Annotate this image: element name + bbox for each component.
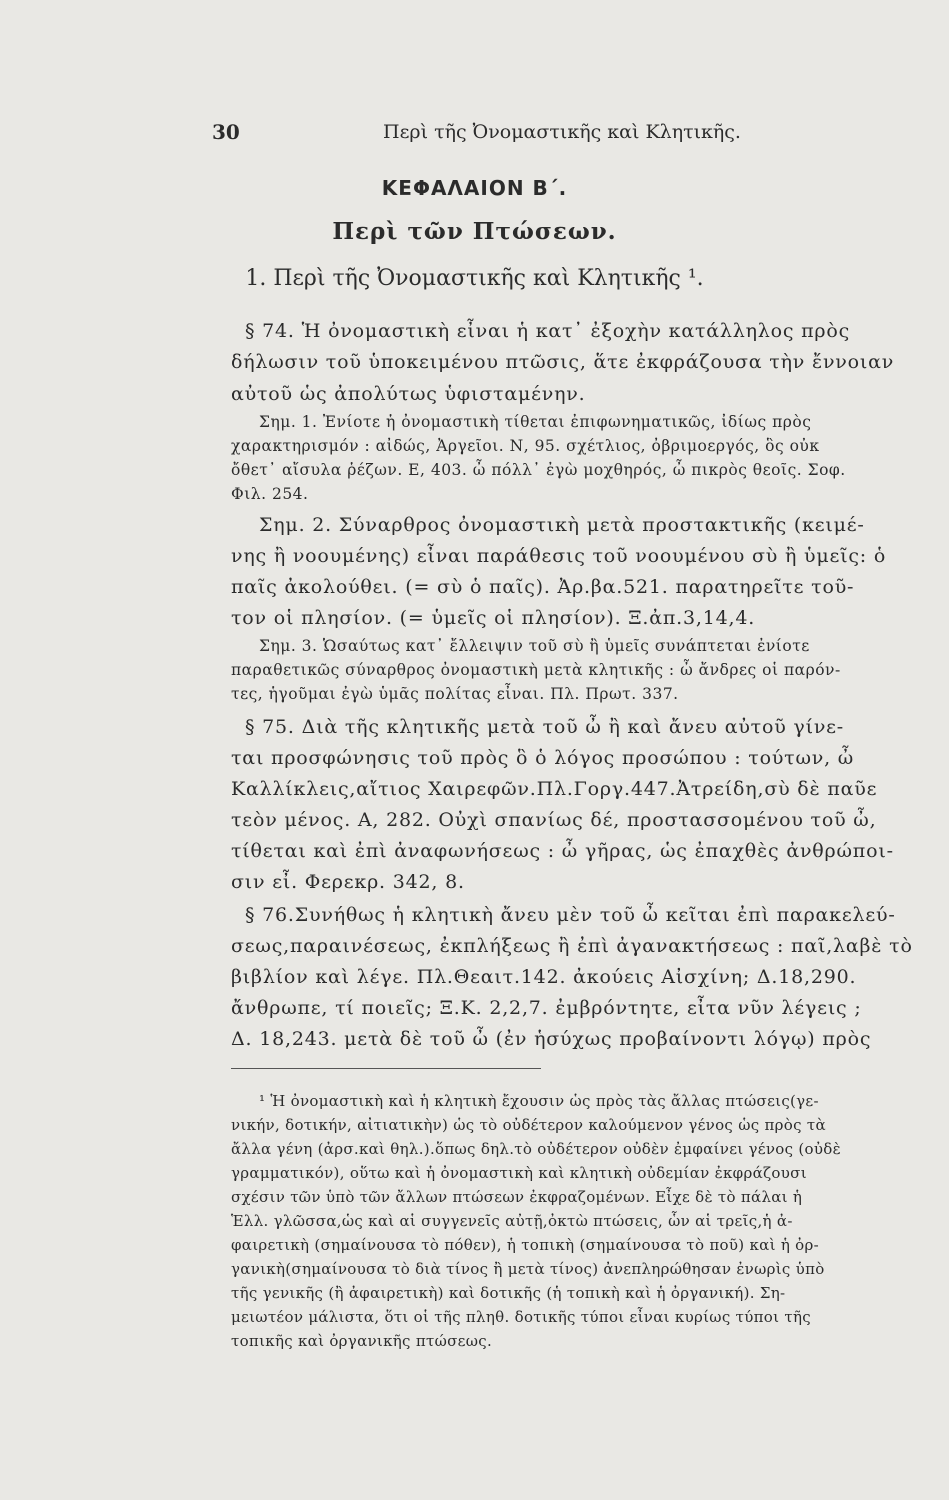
- note-line: παραθετικῶς σύναρθρος ὀνομαστικὴ μετὰ κλητικῆς : ὦ ἄνδρες οἱ παρόν-: [231, 661, 841, 679]
- footnote-line: γραμματικόν), οὕτω καὶ ἡ ὀνομαστικὴ καὶ κλητικὴ οὐδεμίαν ἐκφράζουσι: [231, 1164, 807, 1182]
- text-line: ἄνθρωπε, τί ποιεῖς; Ξ.Κ. 2,2,7. ἐμβρόντητε, εἶτα νῦν λέγεις ;: [231, 997, 862, 1019]
- note-line: Σημ. 1. Ἐνίοτε ἡ ὀνομαστικὴ τίθεται ἐπιφωνηματικῶς, ἰδίως πρὸς: [259, 413, 812, 431]
- running-title: Περὶ τῆς Ὀνομαστικῆς καὶ Κλητικῆς.: [383, 121, 741, 143]
- text-line: δήλωσιν τοῦ ὑποκειμένου πτῶσις, ἅτε ἐκφράζουσα τὴν ἔννοιαν: [231, 351, 895, 373]
- chapter-heading: ΚΕΦΑΛΑΙΟΝ Β΄.: [381, 176, 568, 200]
- text-line: βιβλίον καὶ λέγε. Πλ.Θεαιτ.142. ἀκούεις Αἰσχίνη; Δ.18,290.: [231, 966, 857, 988]
- text-line: τεὸν μένος. Α, 282. Οὐχὶ σπανίως δέ, προστασσομένου τοῦ ὦ,: [231, 809, 877, 831]
- chapter-title: Περὶ τῶν Πτώσεων.: [332, 218, 617, 245]
- footnote-line: σχέσιν τῶν ὑπὸ τῶν ἄλλων πτώσεων ἐκφραζομένων. Εἶχε δὲ τὸ πάλαι ἡ: [231, 1188, 803, 1206]
- text-line: § 74. Ἡ ὀνομαστικὴ εἶναι ἡ κατ᾽ ἐξοχὴν κατάλληλος πρὸς: [245, 320, 851, 342]
- footnote-line: ¹ Ἡ ὀνομαστικὴ καὶ ἡ κλητικὴ ἔχουσιν ὡς πρὸς τὰς ἄλλας πτώσεις(γε-: [259, 1092, 819, 1110]
- text-line: ται προσφώνησις τοῦ πρὸς ὃ ὁ λόγος προσώπου : τούτων, ὦ: [231, 747, 855, 769]
- footnote-line: γανικὴ(σημαίνουσα τὸ διὰ τίνος ἢ μετὰ τίνος) ἀνεπληρώθησαν ἐνωρὶς ὑπὸ: [231, 1260, 825, 1278]
- text-line: τίθεται καὶ ἐπὶ ἀναφωνήσεως : ὦ γῆρας, ὡς ἐπαχθὲς ἀνθρώποι-: [231, 840, 894, 862]
- note-line: τες, ἡγοῦμαι ἐγὼ ὑμᾶς πολίτας εἶναι. Πλ. Πρωτ. 337.: [231, 685, 679, 703]
- page-number: 30: [212, 120, 240, 144]
- text-line: τον οἱ πλησίον. (= ὑμεῖς οἱ πλησίον). Ξ.ἀπ.3,14,4.: [231, 607, 756, 629]
- note-line: Φιλ. 254.: [231, 485, 309, 503]
- footnote-line: φαιρετικὴ (σημαίνουσα τὸ πόθεν), ἡ τοπικὴ (σημαίνουσα τὸ ποῦ) καὶ ἡ ὀρ-: [231, 1236, 819, 1254]
- page-header: [0, 120, 949, 150]
- text-line: σεως,παραινέσεως, ἐκπλήξεως ἢ ἐπὶ ἀγανακτήσεως : παῖ,λαβὲ τὸ: [231, 935, 913, 957]
- section-heading: 1. Περὶ τῆς Ὀνομαστικῆς καὶ Κλητικῆς ¹.: [245, 266, 704, 291]
- footnote-line: Ἑλλ. γλῶσσα,ὡς καὶ αἱ συγγενεῖς αὐτῇ,ὀκτὼ πτώσεις, ὧν αἱ τρεῖς,ἡ ἀ-: [231, 1212, 793, 1230]
- note-line: Σημ. 3. Ὡσαύτως κατ᾽ ἔλλειψιν τοῦ σὺ ἢ ὑμεῖς συνάπτεται ἐνίοτε: [259, 637, 810, 655]
- footnote-line: μειωτέον μάλιστα, ὅτι οἱ τῆς πληθ. δοτικῆς τύποι εἶναι κυρίως τύποι τῆς: [231, 1308, 811, 1326]
- footnote-line: τοπικῆς καὶ ὀργανικῆς πτώσεως.: [231, 1332, 493, 1350]
- text-line: Σημ. 2. Σύναρθρος ὀνομαστικὴ μετὰ προστακτικῆς (κειμέ-: [259, 514, 865, 536]
- text-line: παῖς ἀκολούθει. (= σὺ ὁ παῖς). Ἀρ.βα.521. παρατηρεῖτε τοῦ-: [231, 576, 855, 598]
- footnote-divider: [231, 1068, 541, 1069]
- text-line: § 76.Συνήθως ἡ κλητικὴ ἄνευ μὲν τοῦ ὦ κεῖται ἐπὶ παρακελεύ-: [245, 904, 896, 926]
- text-line: αὐτοῦ ὡς ἀπολύτως ὑφισταμένην.: [231, 383, 586, 405]
- footnote-line: νικήν, δοτικήν, αἰτιατικὴν) ὡς τὸ οὐδέτερον καλούμενον γένος ὡς πρὸς τὰ: [231, 1116, 826, 1134]
- footnote-line: τῆς γενικῆς (ἢ ἀφαιρετικὴ) καὶ δοτικῆς (ἡ τοπικὴ καὶ ἡ ὀργανική). Ση-: [231, 1284, 786, 1302]
- text-line: νης ἢ νοουμένης) εἶναι παράθεσις τοῦ νοουμένου σὺ ἢ ὑμεῖς: ὁ: [231, 545, 887, 567]
- text-line: § 75. Διὰ τῆς κλητικῆς μετὰ τοῦ ὦ ἢ καὶ ἄνευ αὐτοῦ γίνε-: [245, 716, 845, 738]
- note-line: ὄθετ᾽ αἴσυλα ῥέζων. Ε, 403. ὦ πόλλ᾽ ἐγὼ μοχθηρός, ὦ πικρὸς θεοῖς. Σοφ.: [231, 461, 846, 479]
- text-line: Δ. 18,243. μετὰ δὲ τοῦ ὦ (ἐν ἡσύχως προβαίνοντι λόγῳ) πρὸς: [231, 1028, 872, 1050]
- text-line: σιν εἶ. Φερεκρ. 342, 8.: [231, 871, 465, 893]
- note-line: χαρακτηρισμόν : αἰδώς, Ἀργεῖοι. Ν, 95. σχέτλιος, ὀβριμοεργός, ὃς οὐκ: [231, 437, 820, 455]
- footnote-line: ἄλλα γένη (ἀρσ.καὶ θηλ.).ὅπως δηλ.τὸ οὐδέτερον οὐδὲν ἐμφαίνει γένος (οὐδὲ: [231, 1140, 841, 1158]
- text-line: Καλλίκλεις,αἴτιος Χαιρεφῶν.Πλ.Γοργ.447.Ἀτρείδη,σὺ δὲ παῦε: [231, 778, 878, 800]
